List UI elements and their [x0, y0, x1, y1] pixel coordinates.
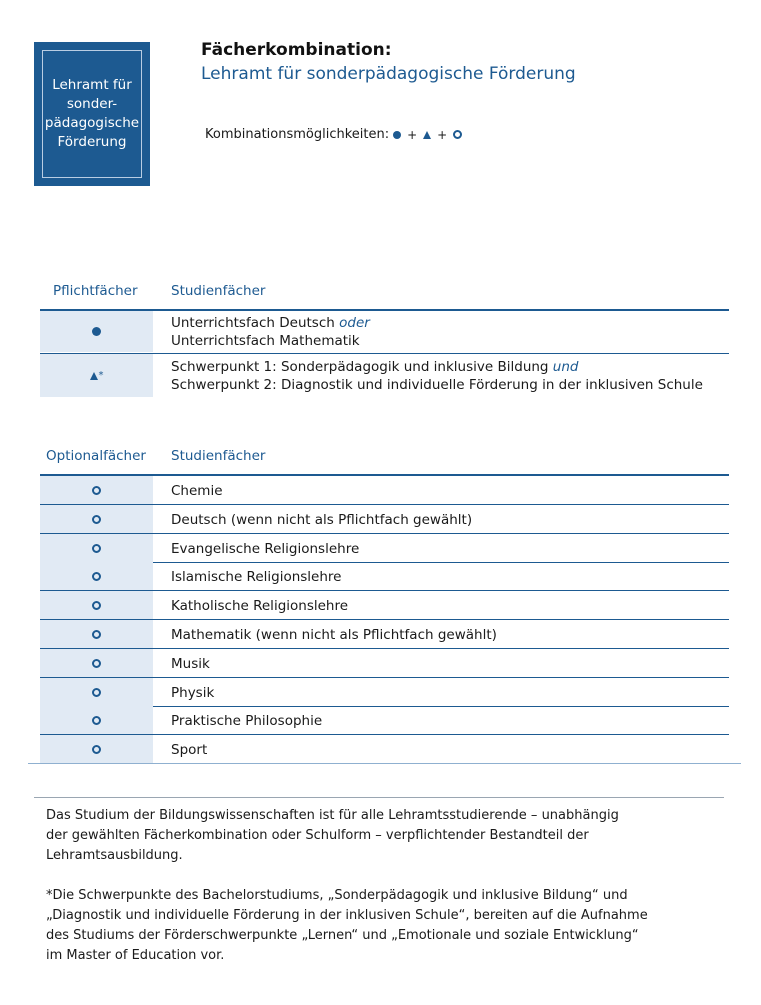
ring-icon: [453, 130, 462, 139]
pflicht-row-1-line1: Unterrichtsfach Deutsch: [171, 315, 335, 331]
optional-row-label: Islamische Religionslehre: [171, 569, 342, 585]
footnote-mark: *: [98, 370, 104, 381]
combination-label: Kombinationsmöglichkeiten:: [205, 127, 390, 142]
optional-row-symbol: [40, 476, 153, 504]
pflicht-row-1-symbol: [40, 311, 153, 352]
optional-row-symbol: [40, 620, 153, 648]
pflicht-row-1-text: [171, 314, 370, 350]
optional-row-label: Mathematik (wenn nicht als Pflichtfach gewählt): [171, 627, 497, 643]
ring-icon: [92, 572, 101, 581]
pflicht-row-2-line1: Schwerpunkt 1: Sonderpädagogik und inklusive Bildung: [171, 359, 549, 375]
pflicht-row-2-text: [171, 358, 703, 394]
optional-row-label: Sport: [171, 742, 208, 758]
optional-row-symbol: [40, 706, 153, 734]
optional-row-symbol: [40, 735, 153, 763]
ring-icon: [92, 745, 101, 754]
pflicht-row-2-symbol: [40, 354, 153, 397]
footnote-paragraph-2: *Die Schwerpunkte des Bachelorstudiums, „Sonderpädagogik und inklusive Bildung“ und „Diagnostik und individuelle Förderung in der inklusiven Schule“, bereiten auf die Aufnahme des Studiums der Förderschwerpunkte „Lernen“ und „Emotionale und soziale Entwicklung“ im Master of Education vor.: [46, 888, 648, 963]
program-badge: [34, 42, 150, 186]
optional-row-label: Chemie: [171, 483, 223, 499]
footnote-separator: [34, 797, 724, 798]
optional-row-label: Katholische Religionslehre: [171, 598, 349, 614]
ring-icon: [92, 688, 101, 697]
ring-icon: [92, 659, 101, 668]
optional-row-symbol: [40, 649, 153, 677]
dot-icon: [92, 327, 101, 336]
pflicht-row-2-line2: Schwerpunkt 2: Diagnostik und individuelle Förderung in der inklusiven Schule: [171, 377, 703, 393]
plus-icon: +: [407, 127, 418, 142]
ring-icon: [92, 601, 101, 610]
plus-icon: +: [437, 127, 448, 142]
page-subtitle: Lehramt für sonderpädagogische Förderung: [201, 64, 576, 84]
pflicht-header-left: Pflichtfächer: [53, 283, 138, 299]
pflicht-header-right: Studienfächer: [171, 283, 266, 299]
optional-row-symbol: [40, 591, 153, 619]
footnote-paragraph-1: Das Studium der Bildungswissenschaften ist für alle Lehramtsstudierende – unabhängig der gewählten Fächerkombination oder Schulform – verpflichtender Bestandteil der Lehramtsausbildung.: [46, 808, 619, 863]
optional-row-symbol: [40, 562, 153, 590]
optional-header-right: Studienfächer: [171, 448, 266, 464]
pflicht-row-1-line2: Unterrichtsfach Mathematik: [171, 333, 360, 349]
ring-icon: [92, 544, 101, 553]
triangle-icon: [423, 131, 431, 139]
ring-icon: [92, 630, 101, 639]
ring-icon: [92, 716, 101, 725]
table-bottom-rule: [28, 763, 741, 764]
page-title: Fächerkombination:: [201, 40, 392, 60]
dot-icon: [393, 131, 401, 139]
combination-line: [205, 127, 462, 142]
ring-icon: [92, 515, 101, 524]
optional-row-symbol: [40, 678, 153, 706]
pflicht-row-1-connector: oder: [339, 315, 370, 331]
optional-row-symbol: [40, 534, 153, 562]
badge-text: Lehramt für sonder- pädagogische Förderung: [44, 77, 140, 150]
optional-row-label: Physik: [171, 685, 215, 701]
triangle-icon: [90, 372, 98, 380]
badge-frame: [42, 50, 142, 178]
optional-row-label: Musik: [171, 656, 210, 672]
optional-row-symbol: [40, 505, 153, 533]
ring-icon: [92, 486, 101, 495]
pflicht-row-2-connector: und: [552, 359, 579, 375]
optional-header-left: Optionalfächer: [46, 448, 146, 464]
optional-row-label: Praktische Philosophie: [171, 713, 323, 729]
optional-row-label: Evangelische Religionslehre: [171, 541, 360, 557]
optional-row-label: Deutsch (wenn nicht als Pflichtfach gewählt): [171, 512, 473, 528]
